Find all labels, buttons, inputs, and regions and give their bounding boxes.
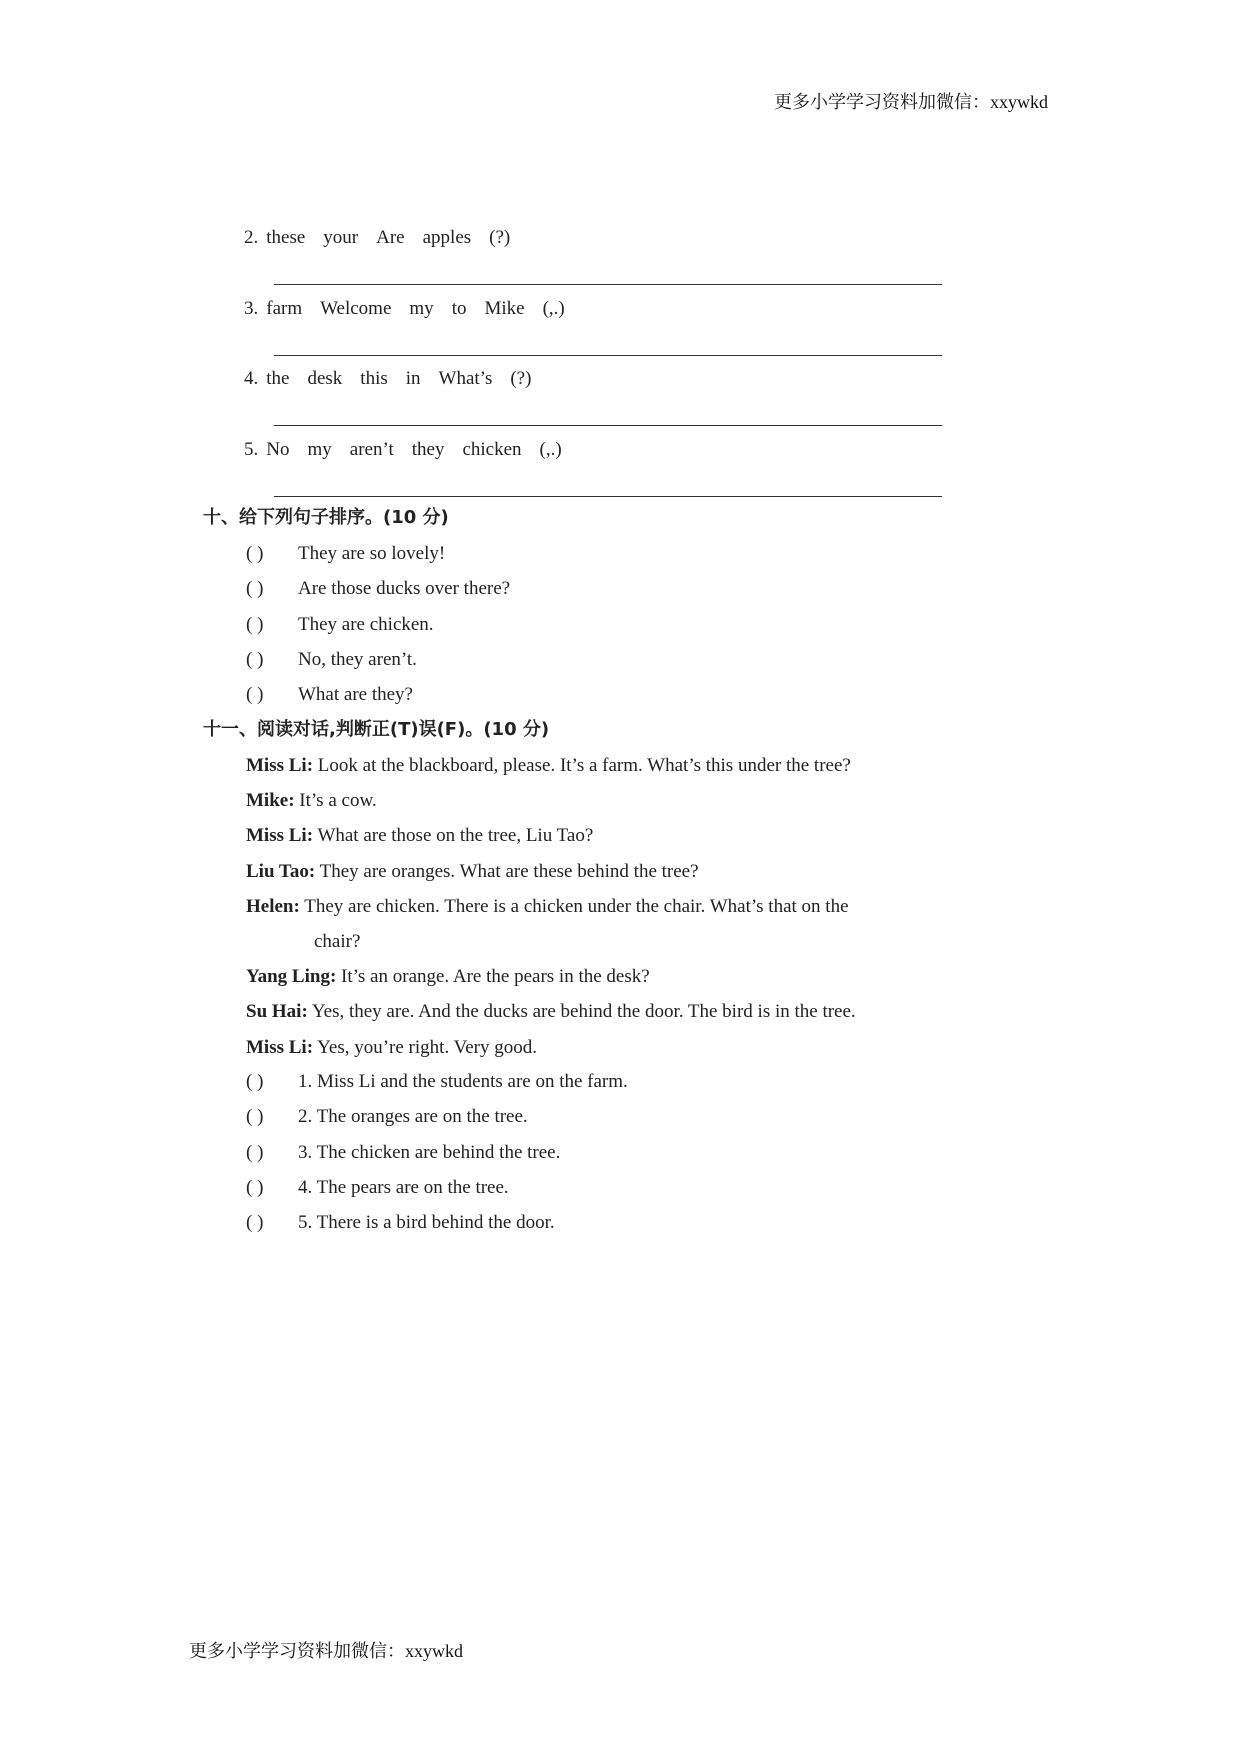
word-token: (,.) (542, 297, 565, 319)
dialogue-text: Look at the blackboard, please. It’s a farm. What’s this under the tree? (313, 755, 851, 776)
answer-line[interactable] (274, 284, 942, 285)
word-token: What’s (438, 368, 493, 389)
speaker-name: Miss Li: (246, 1036, 314, 1058)
order-item (246, 613, 434, 637)
question-number: 3. (244, 297, 259, 319)
sentence: What are they? (298, 684, 413, 706)
word-token: farm (266, 297, 303, 319)
answer-line[interactable] (274, 425, 942, 426)
dialogue-line (246, 1036, 537, 1060)
dialogue-text: It’s a cow. (294, 790, 377, 812)
dialogue-line (314, 930, 360, 954)
statement: 4. The pears are on the tree. (298, 1176, 509, 1198)
answer-line[interactable] (274, 496, 942, 497)
word-token: this (360, 368, 388, 389)
answer-blank[interactable]: ( ) (246, 1071, 264, 1092)
word-token: No (266, 438, 290, 460)
word-token: my (307, 438, 332, 460)
word-token: Are (376, 227, 405, 248)
dialogue-text: They are oranges. What are these behind the tree? (315, 860, 699, 882)
answer-blank[interactable]: ( ) (246, 578, 264, 600)
word-token: in (405, 368, 421, 389)
watermark-top: 更多小学学习资料加微信：xxywkd (774, 92, 1048, 112)
answer-blank[interactable]: ( ) (246, 1212, 264, 1234)
reorder-question (244, 226, 528, 250)
answer-blank[interactable]: ( ) (246, 543, 264, 564)
answer-blank[interactable]: ( ) (246, 1106, 264, 1128)
answer-blank[interactable]: ( ) (246, 648, 264, 670)
dialogue-text: Yes, you’re right. Very good. (313, 1036, 537, 1058)
answer-blank[interactable]: ( ) (246, 1141, 264, 1163)
order-item (246, 648, 417, 672)
sentence: Are those ducks over there? (298, 578, 511, 600)
dialogue-text: It’s an orange. Are the pears in the desk? (336, 966, 650, 988)
dialogue-text: What are those on the tree, Liu Tao? (313, 825, 594, 847)
order-item (246, 683, 413, 707)
speaker-name: Su Hai: (246, 1001, 308, 1023)
word-token: (?) (489, 227, 511, 248)
answer-blank[interactable]: ( ) (246, 684, 264, 706)
speaker-name: Liu Tao: (246, 860, 316, 882)
word-token: the (266, 368, 290, 389)
question-number: 2. (244, 227, 259, 248)
reorder-question (244, 297, 583, 321)
word-token: (,.) (539, 438, 562, 460)
speaker-name: Miss Li: (246, 755, 314, 776)
dialogue-line (246, 860, 699, 884)
word-token: my (409, 297, 434, 319)
judge-item (246, 1105, 528, 1129)
word-token: Welcome (320, 297, 392, 319)
judge-item (246, 1176, 509, 1200)
answer-blank[interactable]: ( ) (246, 613, 264, 635)
watermark-bottom: 更多小学学习资料加微信：xxywkd (189, 1641, 463, 1661)
word-token: apples (422, 227, 472, 248)
dialogue-line (246, 754, 851, 778)
answer-line[interactable] (274, 355, 942, 356)
speaker-name: Miss Li: (246, 825, 314, 847)
statement: 1. Miss Li and the students are on the farm. (298, 1071, 628, 1092)
dialogue-line (246, 1000, 856, 1024)
statement: 3. The chicken are behind the tree. (298, 1141, 561, 1163)
dialogue-text: Yes, they are. And the ducks are behind the door. The bird is in the tree. (307, 1001, 856, 1023)
word-token: aren’t (349, 438, 394, 460)
question-number: 5. (244, 438, 259, 460)
section-11-title: 十一、阅读对话,判断正(T)误(F)。(10 分) (203, 719, 550, 740)
judge-item (246, 1141, 560, 1165)
word-token: to (451, 297, 467, 319)
statement: 5. There is a bird behind the door. (298, 1212, 555, 1234)
word-token: (?) (510, 368, 532, 389)
statement: 2. The oranges are on the tree. (298, 1106, 528, 1128)
dialogue-text: chair? (314, 931, 361, 952)
sentence: They are chicken. (298, 613, 434, 635)
word-token: desk (307, 368, 343, 389)
reorder-question (244, 367, 549, 391)
question-number: 4. (244, 368, 259, 389)
answer-blank[interactable]: ( ) (246, 1176, 264, 1198)
word-token: these (266, 227, 306, 248)
speaker-name: Helen: (246, 895, 300, 917)
sentence: They are so lovely! (298, 543, 446, 564)
word-token: they (411, 438, 445, 460)
word-token: chicken (462, 438, 522, 460)
speaker-name: Mike: (246, 790, 295, 812)
section-10-title: 十、给下列句子排序。(10 分) (203, 507, 449, 528)
dialogue-text: They are chicken. There is a chicken under the chair. What’s that on the (299, 895, 849, 917)
dialogue-line (246, 789, 377, 813)
dialogue-line (246, 895, 849, 919)
dialogue-line (246, 824, 593, 848)
speaker-name: Yang Ling: (246, 966, 337, 988)
order-item (246, 542, 445, 566)
reorder-question (244, 438, 580, 462)
judge-item (246, 1070, 628, 1094)
order-item (246, 577, 510, 601)
judge-item (246, 1211, 555, 1235)
word-token: Mike (484, 297, 525, 319)
sentence: No, they aren’t. (298, 648, 417, 670)
dialogue-line (246, 965, 650, 989)
word-token: your (323, 227, 359, 248)
